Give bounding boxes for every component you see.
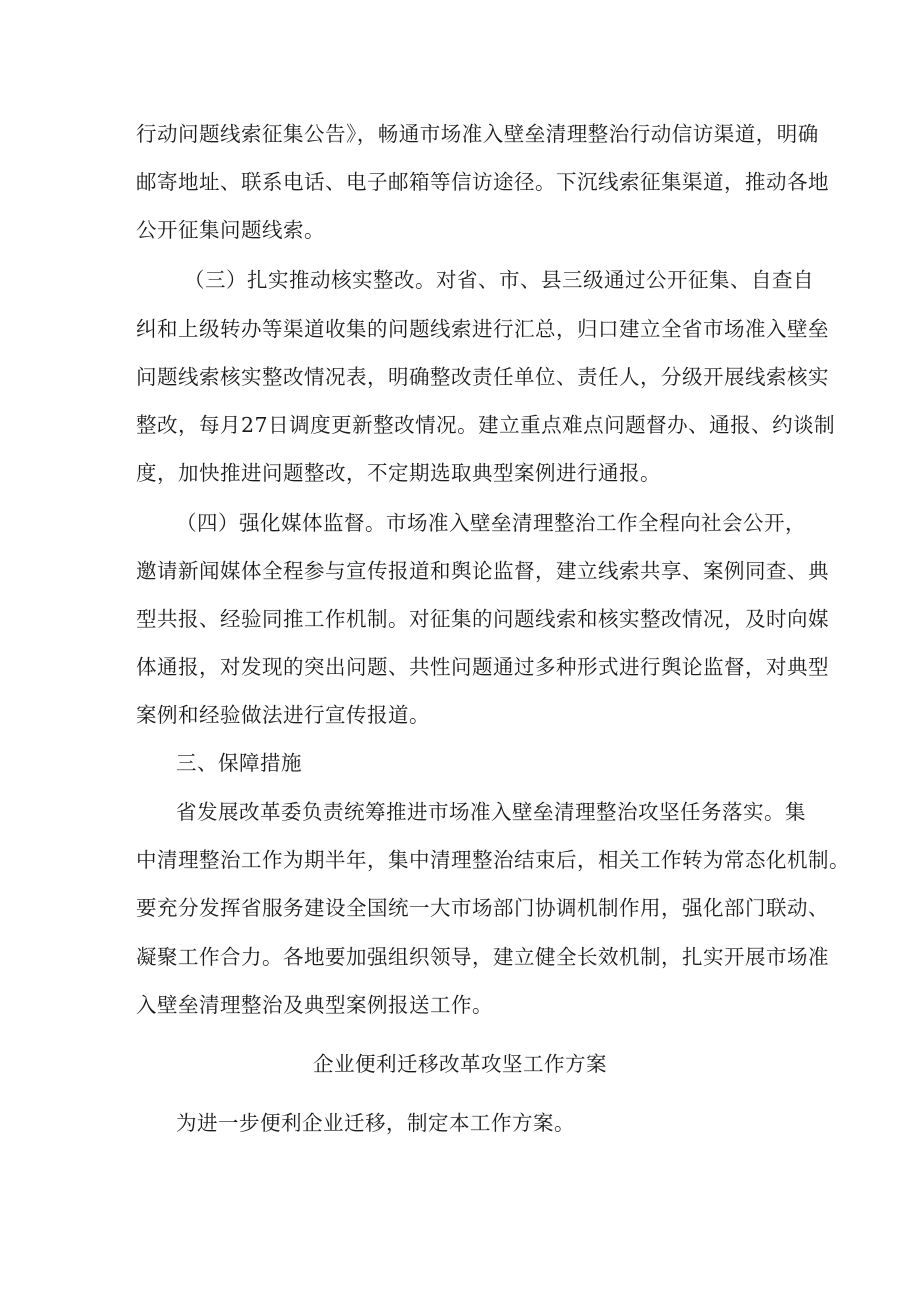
paragraph-1-line-3: 公开征集问题线索。 (136, 218, 325, 242)
paragraph-3-line-3: 型共报、经验同推工作机制。对征集的问题线索和核实整改情况，及时向媒 (136, 607, 829, 631)
paragraph-4-line-2: 中清理整治工作为期半年，集中清理整治结束后，相关工作转为常态化机制。 (136, 848, 850, 872)
paragraph-1-line-2: 邮寄地址、联系电话、电子邮箱等信访途径。下沉线索征集渠道，推动各地 (136, 170, 829, 194)
paragraph-2-line-5: 度，加快推进问题整改，不定期选取典型案例进行通报。 (136, 461, 661, 485)
paragraph-2-line-3: 问题线索核实整改情况表，明确整改责任单位、责任人，分级开展线索核实 (136, 365, 829, 389)
paragraph-2-line-4: 整改，每月27日调度更新整改情况。建立重点难点问题督办、通报、约谈制 (136, 413, 836, 437)
paragraph-4-line-5: 入壁垒清理整治及典型案例报送工作。 (136, 993, 493, 1017)
paragraph-3-line-1: （四）强化媒体监督。市场准入壁垒清理整治工作全程向社会公开， (176, 511, 806, 535)
intro-paragraph: 为进一步便利企业迁移，制定本工作方案。 (176, 1111, 575, 1135)
paragraph-1-line-1: 行动问题线索征集公告》，畅通市场准入壁垒清理整治行动信访渠道，明确 (136, 122, 819, 146)
paragraph-4-line-3: 要充分发挥省服务建设全国统一大市场部门协调机制作用，强化部门联动、 (136, 896, 829, 920)
section-heading: 三、保障措施 (176, 751, 302, 775)
paragraph-4-line-4: 凝聚工作合力。各地要加强组织领导，建立健全长效机制，扎实开展市场准 (136, 945, 829, 969)
document-title: 企业便利迁移改革攻坚工作方案 (313, 1052, 607, 1076)
paragraph-2-line-2: 纠和上级转办等渠道收集的问题线索进行汇总，归口建立全省市场准入壁垒 (136, 317, 829, 341)
paragraph-3-line-4: 体通报，对发现的突出问题、共性问题通过多种形式进行舆论监督，对典型 (136, 655, 829, 679)
paragraph-4-line-1: 省发展改革委负责统筹推进市场准入壁垒清理整治攻坚任务落实。集 (176, 800, 806, 824)
paragraph-3-line-2: 邀请新闻媒体全程参与宣传报道和舆论监督，建立线索共享、案例同查、典 (136, 559, 829, 583)
paragraph-2-line-1: （三）扎实推动核实整改。对省、市、县三级通过公开征集、自查自 (184, 268, 814, 292)
paragraph-3-line-5: 案例和经验做法进行宣传报道。 (136, 703, 430, 727)
